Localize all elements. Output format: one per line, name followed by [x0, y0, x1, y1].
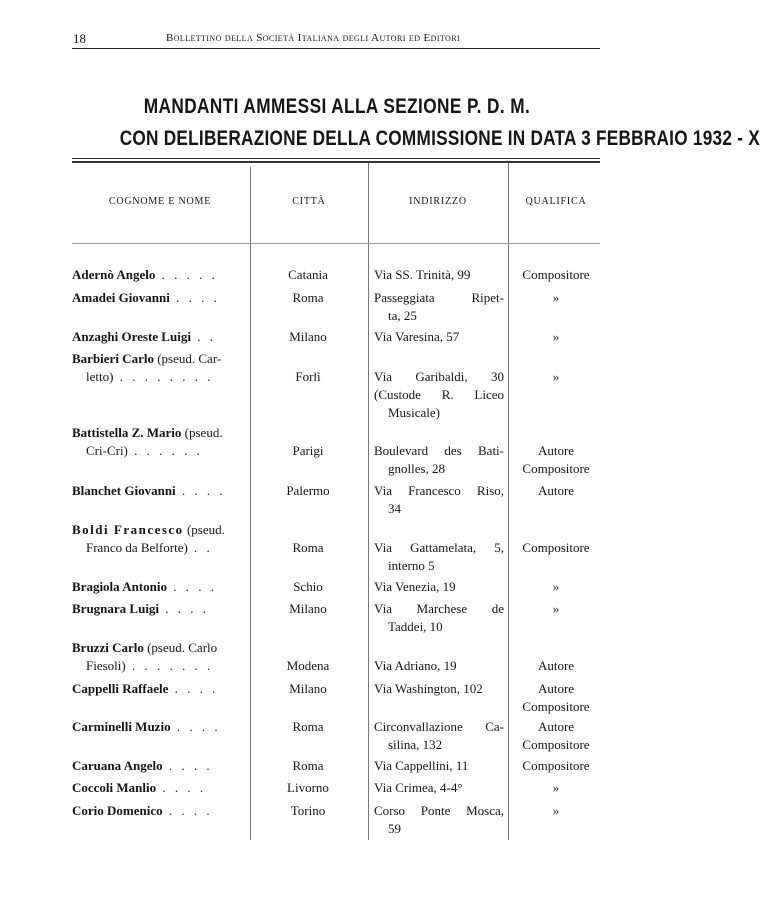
qualifica-text: » — [552, 290, 560, 305]
qualifica-text: Compositore — [522, 461, 590, 476]
qualifica-text: » — [552, 601, 560, 616]
row-city: Milano — [289, 681, 327, 696]
qualifica-text: » — [552, 579, 560, 594]
row-qualifica — [510, 779, 602, 797]
row-qualifica — [510, 657, 602, 675]
row-address — [374, 482, 504, 518]
column-header-city: CITTÀ — [292, 196, 326, 207]
address-line: Passeggiata Ripet- — [374, 290, 504, 305]
row-qualifica — [510, 266, 602, 284]
leader-dots: . . . . — [159, 601, 210, 616]
qualifica-text: » — [552, 780, 560, 795]
row-name — [72, 266, 248, 284]
pseudonym-text: (pseud. Car- — [157, 351, 222, 366]
address-line: gnolles, 28 — [388, 461, 446, 476]
row-address — [374, 289, 504, 325]
column-header-name: COGNOME E NOME — [108, 196, 212, 207]
row-city: Roma — [292, 758, 324, 773]
row-address — [374, 657, 504, 675]
leader-dots: . . . . — [156, 780, 207, 795]
name-text: Amadei Giovanni — [72, 290, 170, 305]
address-line: Via SS. Trinità, 99 — [374, 267, 471, 282]
address-line: (Custode R. Liceo — [374, 387, 504, 402]
row-qualifica — [510, 289, 602, 307]
qualifica-text: Compositore — [522, 699, 590, 714]
row-city: Schio — [293, 579, 323, 594]
pseudonym-text: Cri-Cri) — [86, 443, 128, 458]
column-divider — [368, 163, 369, 840]
row-city: Milano — [289, 601, 327, 616]
pseudonym-text: Franco da Belforte) — [86, 540, 188, 555]
row-name — [72, 424, 248, 460]
pseudonym-text: Fiesoli) — [86, 658, 126, 673]
row-qualifica — [510, 757, 602, 775]
address-line: Via Marchese de — [374, 601, 504, 616]
row-address — [374, 757, 504, 775]
qualifica-text: Autore — [537, 443, 575, 458]
pseudonym-text: letto) — [86, 369, 114, 384]
name-text: Barbieri Carlo — [72, 351, 154, 366]
name-text: Bragiola Antonio — [72, 579, 167, 594]
row-name — [72, 718, 248, 736]
row-name — [72, 779, 248, 797]
name-text: Battistella Z. Mario — [72, 425, 182, 440]
qualifica-text: Autore — [537, 681, 575, 696]
row-city: Roma — [292, 719, 324, 734]
row-city: Parigi — [292, 443, 324, 458]
name-text: Cappelli Raffaele — [72, 681, 169, 696]
row-qualifica — [510, 578, 602, 596]
leader-dots: . . . . — [162, 758, 213, 773]
leader-dots: . . . . — [169, 290, 220, 305]
page-number: 18 — [73, 31, 86, 46]
address-line: 59 — [388, 821, 401, 836]
column-divider — [508, 163, 509, 840]
address-line: silina, 132 — [388, 737, 443, 752]
name-text: Bruzzi Carlo — [72, 640, 144, 655]
leader-dots: . . . . — [162, 803, 213, 818]
row-name — [72, 802, 248, 820]
name-text: Anzaghi Oreste Luigi — [72, 329, 191, 344]
qualifica-text: Compositore — [522, 540, 590, 555]
qualifica-text: Autore — [537, 658, 575, 673]
row-qualifica — [510, 482, 602, 500]
address-line: Via Venezia, 19 — [374, 579, 456, 594]
row-address — [374, 539, 504, 575]
address-line: Via Crimea, 4-4° — [374, 780, 463, 795]
pseudonym-text: (pseud. — [184, 425, 223, 440]
leader-dots: . . . . . . . — [125, 658, 214, 673]
qualifica-text: » — [552, 369, 560, 384]
qualifica-text: » — [552, 329, 560, 344]
row-name — [72, 639, 248, 675]
row-name — [72, 680, 248, 698]
title-rule-bottom — [72, 161, 600, 163]
name-text: Adernò Angelo — [72, 267, 156, 282]
column-divider — [250, 167, 251, 840]
qualifica-text: » — [552, 803, 560, 818]
row-city: Roma — [292, 290, 324, 305]
pseudonym-text: (pseud. — [186, 522, 225, 537]
qualifica-text: Autore — [537, 719, 575, 734]
row-city: Milano — [289, 329, 327, 344]
row-address — [374, 680, 504, 698]
address-line: Via Washington, 102 — [374, 681, 483, 696]
leader-dots: . . — [190, 329, 216, 344]
address-line: Via Garibaldi, 30 — [374, 369, 504, 384]
row-qualifica — [510, 539, 602, 557]
row-address — [374, 368, 504, 422]
row-address — [374, 779, 504, 797]
name-text: Boldi Francesco — [72, 522, 184, 537]
qualifica-text: Compositore — [522, 737, 590, 752]
header-rule — [72, 48, 600, 49]
leader-dots: . . . . — [168, 681, 219, 696]
leader-dots: . . . . — [175, 483, 226, 498]
row-name — [72, 289, 248, 307]
leader-dots: . . . . — [170, 719, 221, 734]
name-text: Brugnara Luigi — [72, 601, 160, 616]
address-line: ta, 25 — [388, 308, 417, 323]
column-header-address: INDIRIZZO — [409, 196, 467, 207]
row-city: Livorno — [287, 780, 329, 795]
row-address — [374, 802, 504, 838]
address-line: Musicale) — [388, 405, 440, 420]
row-name — [72, 328, 248, 346]
qualifica-text: Compositore — [522, 758, 590, 773]
row-address — [374, 578, 504, 596]
row-city: Roma — [292, 540, 324, 555]
row-qualifica — [510, 802, 602, 820]
title-line-1: MANDANTI AMMESSI ALLA SEZIONE P. D. M. — [143, 95, 531, 118]
row-city: Catania — [288, 267, 328, 282]
title-rule-top — [72, 158, 600, 159]
qualifica-text: Compositore — [522, 267, 590, 282]
leader-dots: . . . . . . — [127, 443, 203, 458]
row-city: Modena — [286, 658, 330, 673]
address-line: Via Varesina, 57 — [374, 329, 460, 344]
address-line: Corso Ponte Mosca, — [374, 803, 504, 818]
address-line: Circonvallazione Ca- — [374, 719, 504, 734]
row-qualifica — [510, 328, 602, 346]
row-city: Palermo — [286, 483, 330, 498]
row-address — [374, 328, 504, 346]
row-name — [72, 578, 248, 596]
leader-dots: . . . . . — [155, 267, 218, 282]
name-text: Caruana Angelo — [72, 758, 163, 773]
leader-dots: . . . . — [167, 579, 217, 594]
address-line: Via Cappellini, 11 — [374, 758, 469, 773]
row-name — [72, 350, 248, 386]
column-header-qualifica: QUALIFICA — [525, 196, 587, 207]
qualifica-text: Autore — [537, 483, 575, 498]
name-text: Carminelli Muzio — [72, 719, 171, 734]
pseudonym-text: (pseud. Carlo — [147, 640, 218, 655]
row-address — [374, 718, 504, 754]
row-address — [374, 266, 504, 284]
address-line: Boulevard des Bati- — [374, 443, 504, 458]
row-name — [72, 600, 248, 618]
address-line: Taddei, 10 — [388, 619, 443, 634]
row-address — [374, 600, 504, 636]
row-city: Torino — [290, 803, 326, 818]
address-line: Via Francesco Riso, — [374, 483, 504, 498]
address-line: Via Adriano, 19 — [374, 658, 457, 673]
row-qualifica — [510, 680, 602, 716]
address-line: Via Gattamelata, 5, — [374, 540, 504, 555]
row-qualifica — [510, 600, 602, 618]
row-name — [72, 521, 248, 557]
row-city: Forlì — [295, 369, 321, 384]
running-title: Bollettino della Società Italiana degli Autori ed Editori — [166, 32, 461, 44]
row-address — [374, 442, 504, 478]
title-line-2: CON DELIBERAZIONE DELLA COMMISSIONE IN DATA 3 FEBBRAIO 1932 - X — [119, 127, 760, 150]
row-qualifica — [510, 368, 602, 386]
name-text: Coccoli Manlio — [72, 780, 157, 795]
row-name — [72, 757, 248, 775]
name-text: Blanchet Giovanni — [72, 483, 176, 498]
name-text: Corio Domenico — [72, 803, 163, 818]
leader-dots: . . — [187, 540, 213, 555]
row-name — [72, 482, 248, 500]
row-qualifica — [510, 442, 602, 478]
row-qualifica — [510, 718, 602, 754]
header-underline — [72, 243, 600, 244]
address-line: interno 5 — [388, 558, 435, 573]
leader-dots: . . . . . . . . — [113, 369, 214, 384]
address-line: 34 — [388, 501, 401, 516]
